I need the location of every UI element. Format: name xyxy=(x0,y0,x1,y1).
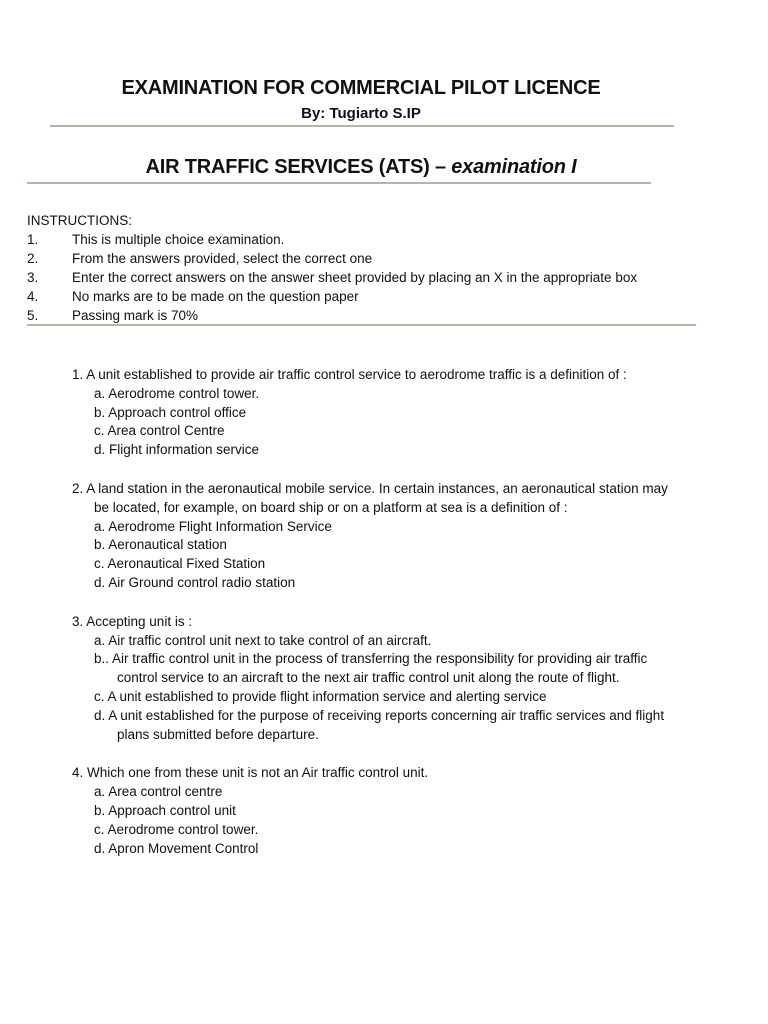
option-b: b. Approach control unit xyxy=(94,802,236,818)
instruction-text: Enter the correct answers on the answer sheet provided by placing an X in the appropriate box xyxy=(72,270,638,285)
question-stem: 3. Accepting unit is : xyxy=(72,613,193,629)
instruction-item xyxy=(27,306,199,325)
option-c: c. Aeronautical Fixed Station xyxy=(94,556,266,572)
question-3 xyxy=(72,613,712,745)
instruction-number: 1. xyxy=(27,232,39,247)
option-a: a. Air traffic control unit next to take control of an aircraft. xyxy=(94,632,432,648)
option-d: d. Apron Movement Control xyxy=(94,840,259,856)
header-divider xyxy=(50,125,674,127)
instructions-block xyxy=(27,211,638,325)
instruction-text: No marks are to be made on the question paper xyxy=(72,289,359,304)
option-a: a. Area control centre xyxy=(94,784,223,800)
option-b: b. Approach control office xyxy=(94,404,247,420)
instruction-number: 2. xyxy=(27,251,39,266)
instruction-number: 5. xyxy=(27,308,39,323)
instructions-heading: INSTRUCTIONS: xyxy=(27,213,133,228)
option-a: a. Aerodrome Flight Information Service xyxy=(94,518,332,534)
document-author: By: Tugiarto S.IP xyxy=(301,105,421,122)
question-stem: 2. A land station in the aeronautical mobile service. In certain instances, an aeronautical station may xyxy=(72,480,668,496)
option-b-continued: control service to an aircraft to the next air traffic control unit along the route of flight. xyxy=(117,670,620,686)
option-c: c. Aerodrome control tower. xyxy=(94,821,259,837)
option-b: b.. Air traffic control unit in the process of transferring the responsibility for providing air traffic xyxy=(94,651,648,667)
option-b: b. Aeronautical station xyxy=(94,537,227,553)
option-d: d. Flight information service xyxy=(94,442,260,458)
instruction-text: Passing mark is 70% xyxy=(72,308,199,323)
section-title xyxy=(0,156,722,179)
section-divider xyxy=(27,182,651,184)
question-stem: 4. Which one from these unit is not an Air traffic control unit. xyxy=(72,765,429,781)
question-1 xyxy=(72,366,712,460)
option-c: c. Area control Centre xyxy=(94,423,225,439)
option-d-continued: plans submitted before departure. xyxy=(117,726,319,742)
questions-list xyxy=(72,366,712,878)
instruction-item xyxy=(27,268,638,287)
question-2 xyxy=(72,480,712,593)
instruction-item xyxy=(27,230,285,249)
instructions-divider xyxy=(27,324,696,326)
document-title: EXAMINATION FOR COMMERCIAL PILOT LICENCE xyxy=(121,77,601,99)
question-stem: 1. A unit established to provide air traffic control service to aerodrome traffic is a definition of : xyxy=(72,367,627,382)
instruction-number: 4. xyxy=(27,289,39,304)
instruction-item xyxy=(27,249,373,268)
instruction-text: From the answers provided, select the correct one xyxy=(72,251,373,266)
question-stem-continued: be located, for example, on board ship or on a platform at sea is a definition of : xyxy=(94,499,568,515)
option-c: c. A unit established to provide flight information service and alerting service xyxy=(94,688,547,704)
instruction-number: 3. xyxy=(27,270,39,285)
option-a: a. Aerodrome control tower. xyxy=(94,385,260,401)
instruction-item xyxy=(27,287,359,306)
section-title-italic: examination I xyxy=(451,156,577,178)
instruction-text: This is multiple choice examination. xyxy=(72,232,285,247)
question-4 xyxy=(72,764,712,858)
section-title-main: AIR TRAFFIC SERVICES (ATS) – xyxy=(145,156,452,178)
option-d: d. Air Ground control radio station xyxy=(94,574,296,590)
option-d: d. A unit established for the purpose of receiving reports concerning air traffic services and flight xyxy=(94,707,665,723)
